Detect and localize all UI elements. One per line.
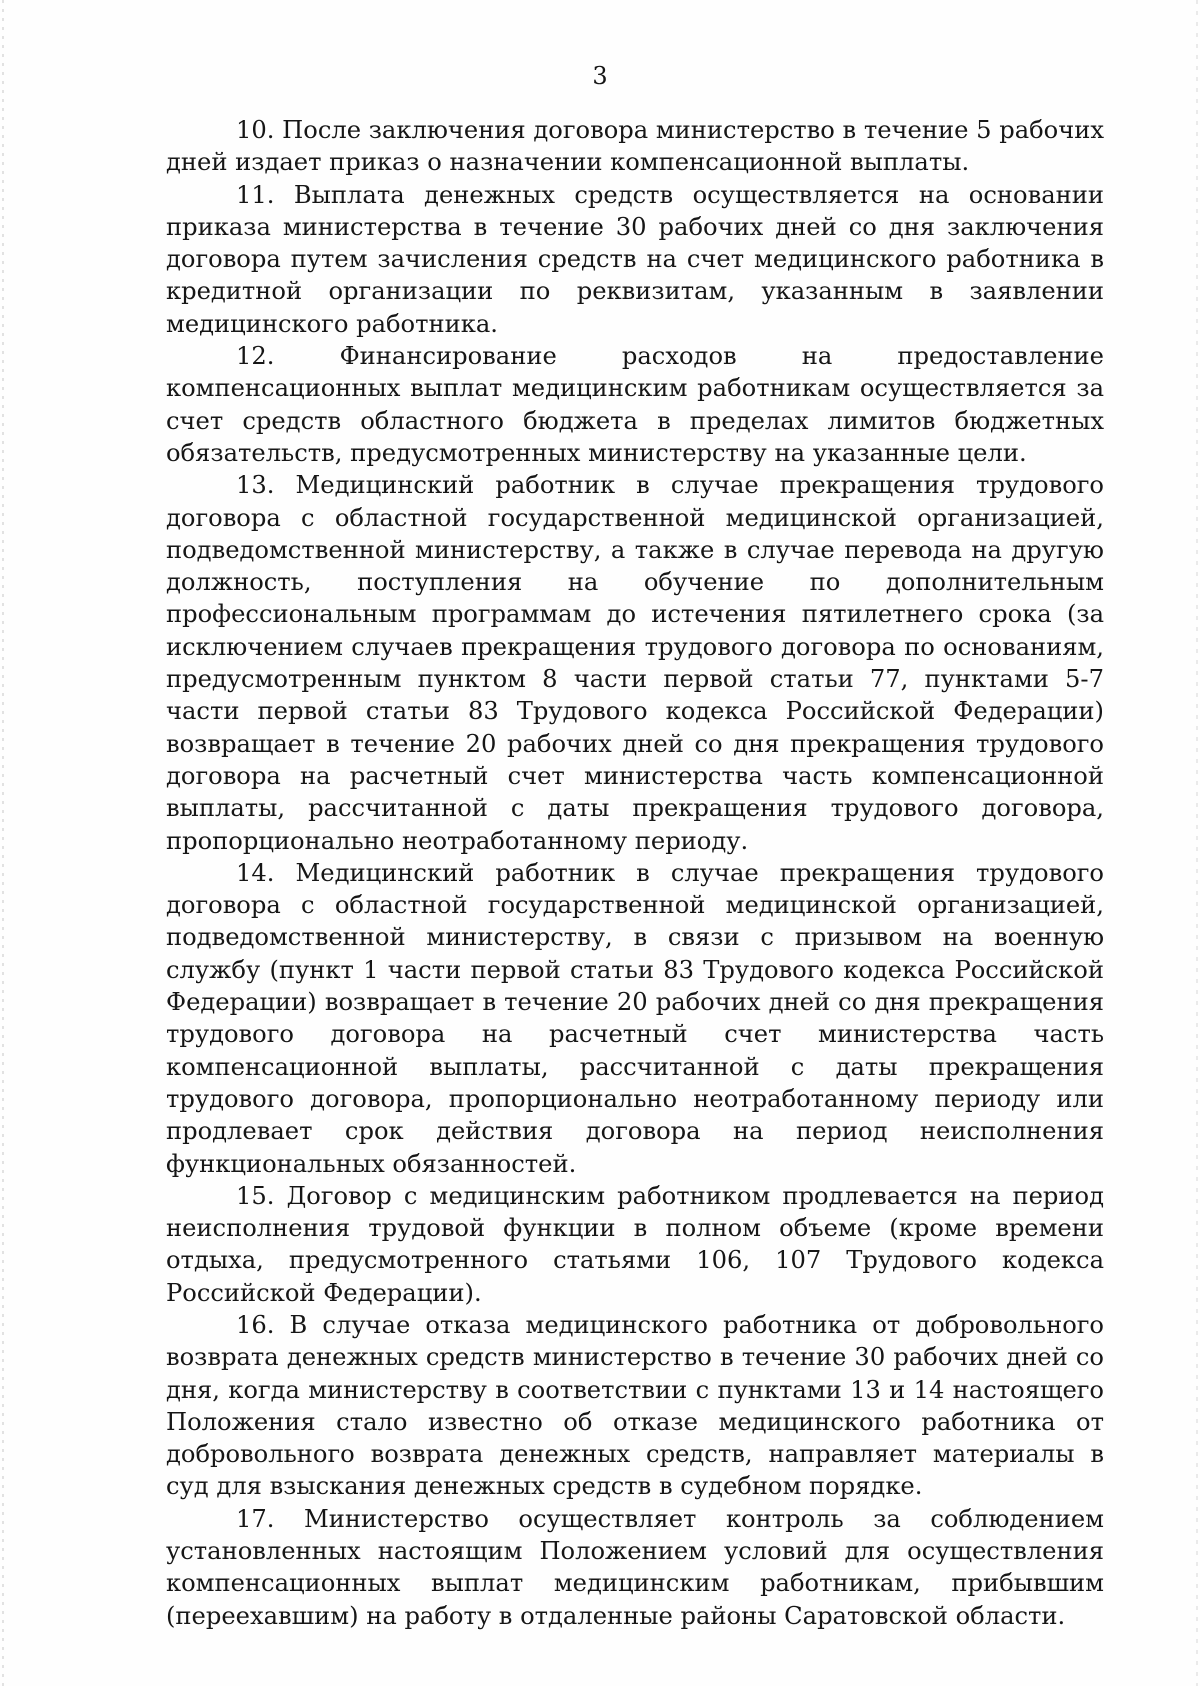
document-body: [166, 114, 1104, 1632]
paragraph-16: 16. В случае отказа медицинского работника от добровольного возврата денежных средств министерство в течение 30 рабочих дней со дня, когда министерству в соответствии с пунктами 13 и 14 настоящего Положения стало известно об отказе медицинского работника от добровольного возврата денежных средств, направляет материалы в суд для взыскания денежных средств в судебном порядке.: [166, 1310, 1104, 1501]
paragraph-14: 14. Медицинский работник в случае прекращения трудового договора с областной государственной медицинской организацией, подведомственной министерству, в связи с призывом на военную службу (пункт 1 части первой статьи 83 Трудового кодекса Российской Федерации) возвращает в течение 20 рабочих дней со дня прекращения трудового договора на расчетный счет министерства часть компенсационной выплаты, рассчитанной с даты прекращения трудового договора, пропорционально неотработанному периоду или продлевает срок действия договора на период неисполнения функциональных обязанностей.: [166, 858, 1104, 1178]
paragraph-10: 10. После заключения договора министерство в течение 5 рабочих дней издает приказ о назначении компенсационной выплаты.: [166, 116, 1104, 177]
paragraph-12: 12. Финансирование расходов на предоставление компенсационных выплат медицинским работникам осуществляется за счет средств областного бюджета в пределах лимитов бюджетных обязательств, предусмотренных министерству на указанные цели.: [166, 342, 1104, 467]
paragraph-15: 15. Договор с медицинским работником продлевается на период неисполнения трудовой функции в полном объеме (кроме времени отдыха, предусмотренного статьями 106, 107 Трудового кодекса Российской Федерации).: [166, 1181, 1104, 1307]
paragraph-17: 17. Министерство осуществляет контроль за соблюдением установленных настоящим Положением условий для осуществления компенсационных выплат медицинским работникам, прибывшим (переехавшим) на работу в отдаленные районы Саратовской области.: [166, 1504, 1104, 1630]
scan-edge-left: [2, 0, 4, 1686]
paragraph-13: 13. Медицинский работник в случае прекращения трудового договора с областной государственной медицинской организацией, подведомственной министерству, а также в случае перевода на другую должность, поступления на обучение по дополнительным профессиональным программам до истечения пятилетнего срока (за исключением случаев прекращения трудового договора по основаниям, предусмотренным пунктом 8 части первой статьи 77, пунктами 5-7 части первой статьи 83 Трудового кодекса Российской Федерации) возвращает в течение 20 рабочих дней со дня прекращения трудового договора на расчетный счет министерства часть компенсационной выплаты, рассчитанной с даты прекращения трудового договора, пропорционально неотработанному периоду.: [166, 471, 1104, 855]
paragraph-11: 11. Выплата денежных средств осуществляется на основании приказа министерства в течение 30 рабочих дней со дня заключения договора путем зачисления средств на счет медицинского работника в кредитной организации по реквизитам, указанным в заявлении медицинского работника.: [166, 180, 1104, 338]
page-number: 3: [592, 62, 608, 90]
scan-edge-right: [1196, 0, 1198, 1686]
